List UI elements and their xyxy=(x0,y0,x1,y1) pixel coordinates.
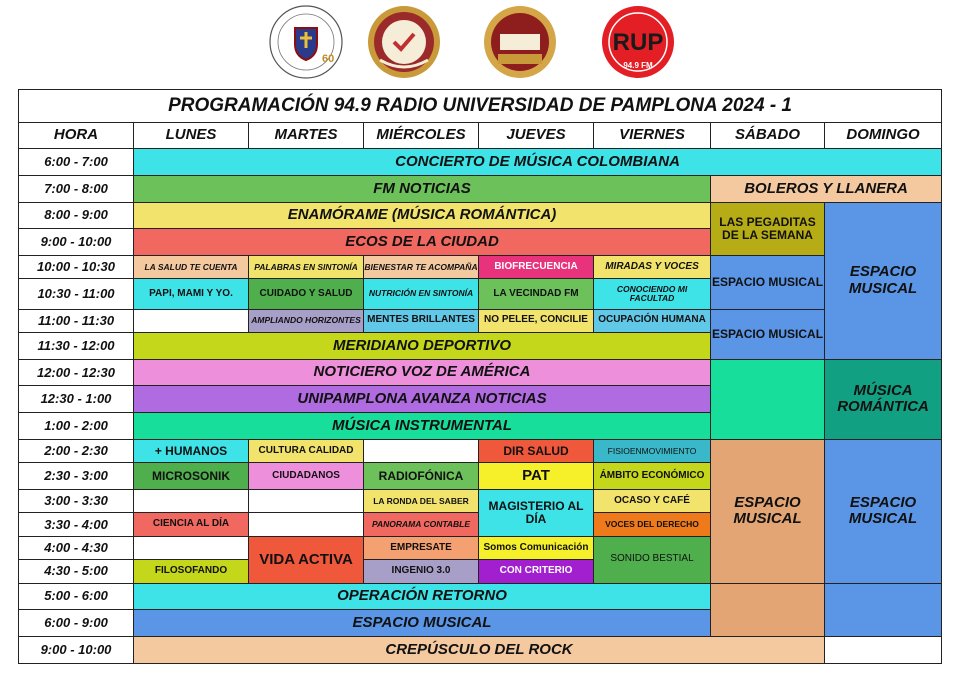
program-somos: Somos Comunicación xyxy=(479,536,594,559)
hour-cell: 11:00 - 11:30 xyxy=(19,309,134,332)
header-martes: MARTES xyxy=(249,123,364,149)
program-filosofando: FILOSOFANDO xyxy=(134,560,249,583)
empty-slot xyxy=(249,490,364,513)
header-miercoles: MIÉRCOLES xyxy=(364,123,479,149)
program-noticiero: NOTICIERO VOZ DE AMÉRICA xyxy=(134,359,711,386)
hour-cell: 8:00 - 9:00 xyxy=(19,202,134,229)
program-panorama: PANORAMA CONTABLE xyxy=(364,513,479,536)
program-pat: PAT xyxy=(479,463,594,490)
program-conociendo: CONOCIENDO MI FACULTAD xyxy=(594,279,711,309)
schedule-table xyxy=(18,89,942,664)
hour-cell: 1:00 - 2:00 xyxy=(19,413,134,440)
program-fisio: FISIOENMOVIMIENTO xyxy=(594,439,711,462)
program-microsonik: MICROSONIK xyxy=(134,463,249,490)
header-hora: HORA xyxy=(19,123,134,149)
program-enamorame: ENAMÓRAME (MÚSICA ROMÁNTICA) xyxy=(134,202,711,229)
program-papi: PAPI, MAMI Y YO. xyxy=(134,279,249,309)
program-palabras: PALABRAS EN SINTONÍA xyxy=(249,256,364,279)
program-cuidado: CUIDADO Y SALUD xyxy=(249,279,364,309)
program-mentes: MENTES BRILLANTES xyxy=(364,309,479,332)
program-magisterio: MAGISTERIO AL DÍA xyxy=(479,490,594,537)
program-ronda: LA RONDA DEL SABER xyxy=(364,490,479,513)
empty-slot xyxy=(249,513,364,536)
program-miradas: MIRADAS Y VOCES xyxy=(594,256,711,279)
hour-cell: 3:00 - 3:30 xyxy=(19,490,134,513)
program-ambito: ÁMBITO ECONÓMICO xyxy=(594,463,711,490)
program-unipamplona: UNIPAMPLONA AVANZA NOTICIAS xyxy=(134,386,711,413)
svg-text:60: 60 xyxy=(322,53,335,65)
program-operacion: OPERACIÓN RETORNO xyxy=(134,583,711,610)
program-mas-humanos: + HUMANOS xyxy=(134,439,249,462)
hour-cell: 6:00 - 9:00 xyxy=(19,610,134,637)
international-accreditation-logo xyxy=(482,4,558,80)
hour-cell: 10:30 - 11:00 xyxy=(19,279,134,309)
header-lunes: LUNES xyxy=(134,123,249,149)
program-boleros: BOLEROS Y LLANERA xyxy=(711,175,942,202)
program-espacio-sabado-3: ESPACIO MUSICAL xyxy=(711,439,825,583)
program-no-pelee: NO PELEE, CONCILIE xyxy=(479,309,594,332)
svg-text:94.9 FM: 94.9 FM xyxy=(623,61,653,70)
program-ampliando: AMPLIANDO HORIZONTES xyxy=(249,309,364,332)
program-empresate: EMPRESATE xyxy=(364,536,479,559)
hour-cell: 12:30 - 1:00 xyxy=(19,386,134,413)
program-voces-derecho: VOCES DEL DERECHO xyxy=(594,513,711,536)
program-bienestar: BIENESTAR TE ACOMPAÑA xyxy=(364,256,479,279)
header-domingo: DOMINGO xyxy=(825,123,942,149)
hour-cell: 4:00 - 4:30 xyxy=(19,536,134,559)
program-fm-noticias: FM NOTICIAS xyxy=(134,175,711,202)
university-seal-logo xyxy=(268,4,344,80)
program-crepusculo: CREPÚSCULO DEL ROCK xyxy=(134,637,825,664)
hour-cell: 6:00 - 7:00 xyxy=(19,149,134,176)
program-radiofonica: RADIOFÓNICA xyxy=(364,463,479,490)
hour-cell: 3:30 - 4:00 xyxy=(19,513,134,536)
rup-radio-logo xyxy=(600,4,676,80)
header-sabado: SÁBADO xyxy=(711,123,825,149)
program-ocupacion: OCUPACIÓN HUMANA xyxy=(594,309,711,332)
program-salud-cuenta: LA SALUD TE CUENTA xyxy=(134,256,249,279)
program-vida-activa: VIDA ACTIVA xyxy=(249,536,364,583)
empty-slot-sabado xyxy=(711,583,825,637)
program-meridiano: MERIDIANO DEPORTIVO xyxy=(134,332,711,359)
empty-slot xyxy=(825,637,942,664)
hour-cell: 10:00 - 10:30 xyxy=(19,256,134,279)
program-ingenio: INGENIO 3.0 xyxy=(364,560,479,583)
program-espacio-sabado-2: ESPACIO MUSICAL xyxy=(711,309,825,359)
program-ciudadanos: CIUDADANOS xyxy=(249,463,364,490)
program-cultura: CULTURA CALIDAD xyxy=(249,439,364,462)
hour-cell: 2:30 - 3:00 xyxy=(19,463,134,490)
header-jueves: JUEVES xyxy=(479,123,594,149)
accreditation-seal-logo xyxy=(366,4,442,80)
program-nutricion: NUTRICIÓN EN SINTONÍA xyxy=(364,279,479,309)
program-vecindad: LA VECINDAD FM xyxy=(479,279,594,309)
schedule-title: PROGRAMACIÓN 94.9 RADIO UNIVERSIDAD DE PAMPLONA 2024 - 1 xyxy=(19,90,942,123)
empty-slot-domingo xyxy=(825,583,942,637)
empty-slot-sabado xyxy=(711,359,825,439)
program-ocaso: OCASO Y CAFÉ xyxy=(594,490,711,513)
hour-cell: 9:00 - 10:00 xyxy=(19,229,134,256)
program-pegaditas: LAS PEGADITAS DE LA SEMANA xyxy=(711,202,825,256)
program-ciencia: CIENCIA AL DÍA xyxy=(134,513,249,536)
program-ecos: ECOS DE LA CIUDAD xyxy=(134,229,711,256)
program-con-criterio: CON CRITERIO xyxy=(479,560,594,583)
program-musica-romantica: MÚSICA ROMÁNTICA xyxy=(825,359,942,439)
svg-text:RUP: RUP xyxy=(612,29,664,56)
empty-slot xyxy=(134,536,249,559)
logos-bar xyxy=(0,0,966,86)
hour-cell: 5:00 - 6:00 xyxy=(19,583,134,610)
hour-cell: 7:00 - 8:00 xyxy=(19,175,134,202)
program-espacio-sabado-1: ESPACIO MUSICAL xyxy=(711,256,825,310)
empty-slot xyxy=(134,309,249,332)
program-espacio-musical: ESPACIO MUSICAL xyxy=(134,610,711,637)
program-espacio-domingo-2: ESPACIO MUSICAL xyxy=(825,439,942,583)
header-viernes: VIERNES xyxy=(594,123,711,149)
empty-slot xyxy=(134,490,249,513)
program-biofrecuencia: BIOFRECUENCIA xyxy=(479,256,594,279)
program-sonido: SONIDO BESTIAL xyxy=(594,536,711,583)
program-concierto: CONCIERTO DE MÚSICA COLOMBIANA xyxy=(134,149,942,176)
hour-cell: 2:00 - 2:30 xyxy=(19,439,134,462)
empty-slot xyxy=(364,439,479,462)
program-instrumental: MÚSICA INSTRUMENTAL xyxy=(134,413,711,440)
hour-cell: 4:30 - 5:00 xyxy=(19,560,134,583)
hour-cell: 12:00 - 12:30 xyxy=(19,359,134,386)
program-espacio-domingo: ESPACIO MUSICAL xyxy=(825,202,942,359)
hour-cell: 9:00 - 10:00 xyxy=(19,637,134,664)
program-dir-salud: DIR SALUD xyxy=(479,439,594,462)
hour-cell: 11:30 - 12:00 xyxy=(19,332,134,359)
